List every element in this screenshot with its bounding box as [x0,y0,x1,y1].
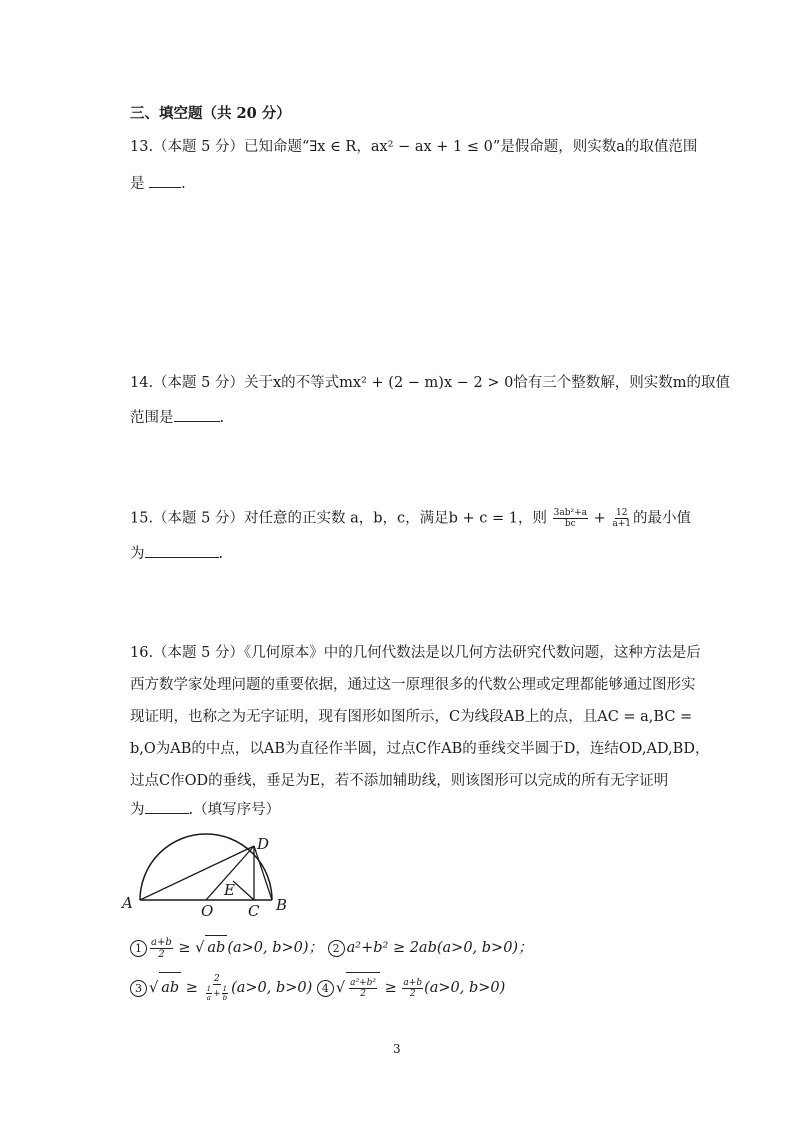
q15-line2 [130,543,223,564]
option-4-sqrt-num: a²+b² [350,977,377,988]
segment-CE [233,881,254,900]
q16-line6-suffix: .（填写序号） [188,802,281,818]
q14-line2-prefix: 范围是 [130,410,174,426]
q15-line1-prefix: 15.（本题 5 分）对任意的正实数 a，b，c，满足b + c = 1，则 [130,510,548,527]
q15-answer-blank[interactable] [145,543,219,558]
option-2-mark: 2 [328,940,345,957]
options-row-1: 1 $\frac{a+b}{2}$ ≥ √ ab (a>0, b>0)； 2 a²+b² ≥ 2ab(a>0, b>0)； [130,935,533,960]
option-3-den-num2: 1 [222,985,228,993]
page-number: 3 [393,1042,401,1056]
q15-fraction-1 [553,508,588,529]
option-2-cond: (a>0, b>0)； [436,940,533,956]
q16-line6 [130,799,280,820]
q15-frac2-den: a+1 [612,519,632,529]
segment-AD [140,846,254,900]
option-3-den-num1: 1 [206,985,212,993]
option-4-sqrt-den: 2 [360,988,366,999]
option-3-cond: (a>0, b>0) [231,980,313,996]
option-1-den: 2 [158,948,165,960]
q16-line4: b,O为AB的中点，以AB为直径作半圆，过点C作AB的垂线交半圆于D，连结OD,AD,BD， [130,741,710,757]
option-3-den-frac-2 [222,985,228,1002]
q16-line5: 过点C作OD的垂线，垂足为E，若不添加辅助线，则该图形可以完成的所有无字证明 [130,773,669,789]
q14-line2-end: . [219,410,225,426]
label-E: E [224,881,235,899]
option-3-den-plus: + [213,989,221,999]
q13-line2-prefix: 是 [130,176,145,192]
option-3-den-den1: a [206,994,211,1002]
q15-frac1-den: bc [564,519,576,529]
label-A: A [122,894,133,912]
option-4-cond: (a>0, b>0) [424,980,506,996]
q13-line2 [130,173,186,194]
option-3-fraction [204,974,231,1002]
option-3-den-den2: b [222,994,228,1002]
option-1-sqrt: ab [205,935,227,960]
q16-line6-prefix: 为 [130,802,145,818]
label-D: D [257,835,270,853]
option-1-cond: (a>0, b>0)； [227,940,324,956]
section-title: 三、填空题（共 20 分） [130,105,291,122]
q15-line1 [130,508,691,529]
option-4-mark: 4 [317,980,334,997]
q15-plus: + [593,510,606,527]
q13-line1: 13.（本题 5 分）已知命题“∃x ∈ R，ax² − ax + 1 ≤ 0”是假命题，则实数a的取值范围 [130,139,698,155]
q15-frac2-num: 12 [615,508,628,518]
options-row-2: 3 √ ab ≥ 2 $\frac{1}{a}$ + $\frac{1}{b}$ (a>0, b>0) 4 √ $\frac{\text{a²+b²}}{2}$ ≥ $\frac{a+b}{2}$ (a>0, b>0) [130,972,505,1003]
q16-line1: 16.（本题 5 分）《几何原本》中的几何代数法是以几何方法研究代数问题，这种方法是后 [130,645,701,661]
option-2-text: a²+b² ≥ 2ab [346,940,437,956]
option-4-rel: ≥ [384,980,397,996]
label-B: B [276,896,288,914]
option-3-den-frac-1 [206,985,212,1002]
q14-answer-blank[interactable] [174,407,220,422]
option-1-mark: 1 [130,940,147,957]
label-C: C [248,902,260,920]
q15-line1-suffix: 的最小值 [633,510,692,527]
q15-line2-end: . [218,546,224,562]
q14-line1: 14.（本题 5 分）关于x的不等式mx² + (2 − m)x − 2 > 0恰有三个整数解，则实数m的取值 [130,375,731,391]
option-3-rel: ≥ [185,980,198,996]
option-4-fraction [402,978,423,999]
option-4-sqrt-fraction [349,978,377,999]
q16-answer-blank[interactable] [145,799,189,814]
q16-line2: 西方数学家处理问题的重要依据，通过这一原理很多的代数公理或定理都能够通过图形实 [130,677,696,693]
q15-fraction-2 [611,508,632,529]
q15-frac1-num: 3ab²+a [553,508,588,518]
option-3-mark: 3 [130,980,147,997]
q13-answer-blank[interactable] [149,173,181,188]
option-3-sqrt: ab [159,972,181,1003]
option-4-sqrt [346,972,380,1003]
q15-line2-prefix: 为 [130,546,145,562]
option-4-den: 2 [409,988,416,999]
q14-line2 [130,407,224,428]
option-1-fraction [150,937,173,960]
option-3-num: 2 [213,974,220,984]
segment-BD [254,846,272,900]
option-1-num: a+b [151,936,172,948]
option-3-den [204,985,231,1002]
q16-line3: 现证明，也称之为无字证明，现有图形如图所示，C为线段AB上的点，且AC = a,BC = [130,709,693,725]
option-1-rel: ≥ [178,940,191,956]
option-4-num: a+b [403,977,423,988]
label-O: O [201,902,214,920]
q13-line2-end: . [181,176,186,192]
semicircle-figure [122,822,302,920]
